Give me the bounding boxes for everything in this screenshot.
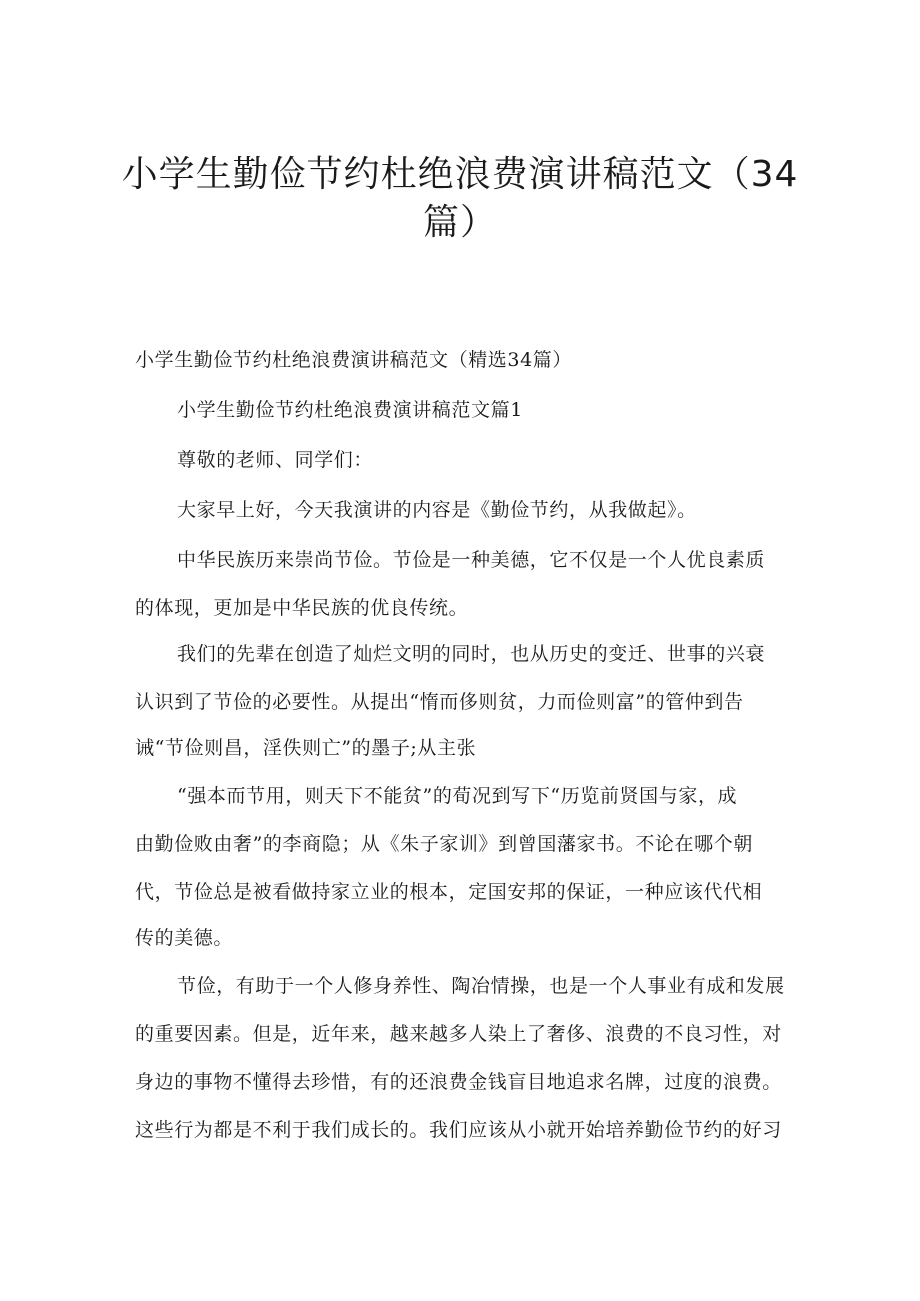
paragraph-line: 身边的事物不懂得去珍惜，有的还浪费金钱盲目地追求名牌，过度的浪费。 xyxy=(135,1071,782,1093)
paragraph-line: 中华民族历来崇尚节俭。节俭是一种美德，它不仅是一个人优良素质 xyxy=(177,549,766,571)
paragraph-line: 的重要因素。但是，近年来，越来越多人染上了奢侈、浪费的不良习性，对 xyxy=(135,1023,782,1045)
paragraph-line: 由勤俭败由奢”的李商隐；从《朱子家训》到曾国藩家书。不论在哪个朝 xyxy=(135,833,753,855)
document-title-line-1: 小学生勤俭节约杜绝浪费演讲稿范文（34 xyxy=(121,154,799,195)
paragraph-line: 的体现，更加是中华民族的优良传统。 xyxy=(135,597,469,619)
document-title-line-2: 篇） xyxy=(422,202,497,243)
subtitle-line: 小学生勤俭节约杜绝浪费演讲稿范文（精选34篇） xyxy=(135,349,572,371)
paragraph-line: 代，节俭总是被看做持家立业的根本，定国安邦的保证，一种应该代代相 xyxy=(135,881,763,903)
paragraph-line: 诫“节俭则昌，淫佚则亡”的墨子;从主张 xyxy=(135,737,477,759)
paragraph-line: 认识到了节俭的必要性。从提出“惰而侈则贫，力而俭则富”的管仲到告 xyxy=(135,691,744,713)
paragraph-line: 这些行为都是不利于我们成长的。我们应该从小就开始培养勤俭节约的好习 xyxy=(135,1119,782,1141)
paragraph-line: 节俭，有助于一个人修身养性、陶冶情操，也是一个人事业有成和发展 xyxy=(177,975,785,997)
paragraph-line: “强本而节用，则天下不能贫”的荀况到写下“历览前贤国与家，成 xyxy=(177,785,738,807)
paragraph-line: 传的美德。 xyxy=(135,927,234,949)
paragraph-line: 我们的先辈在创造了灿烂文明的同时，也从历史的变迁、世事的兴衰 xyxy=(177,643,766,665)
paragraph-line: 大家早上好，今天我演讲的内容是《勤俭节约，从我做起》。 xyxy=(177,499,697,521)
section-heading: 小学生勤俭节约杜绝浪费演讲稿范文篇1 xyxy=(177,399,523,421)
salutation: 尊敬的老师、同学们： xyxy=(177,449,374,471)
